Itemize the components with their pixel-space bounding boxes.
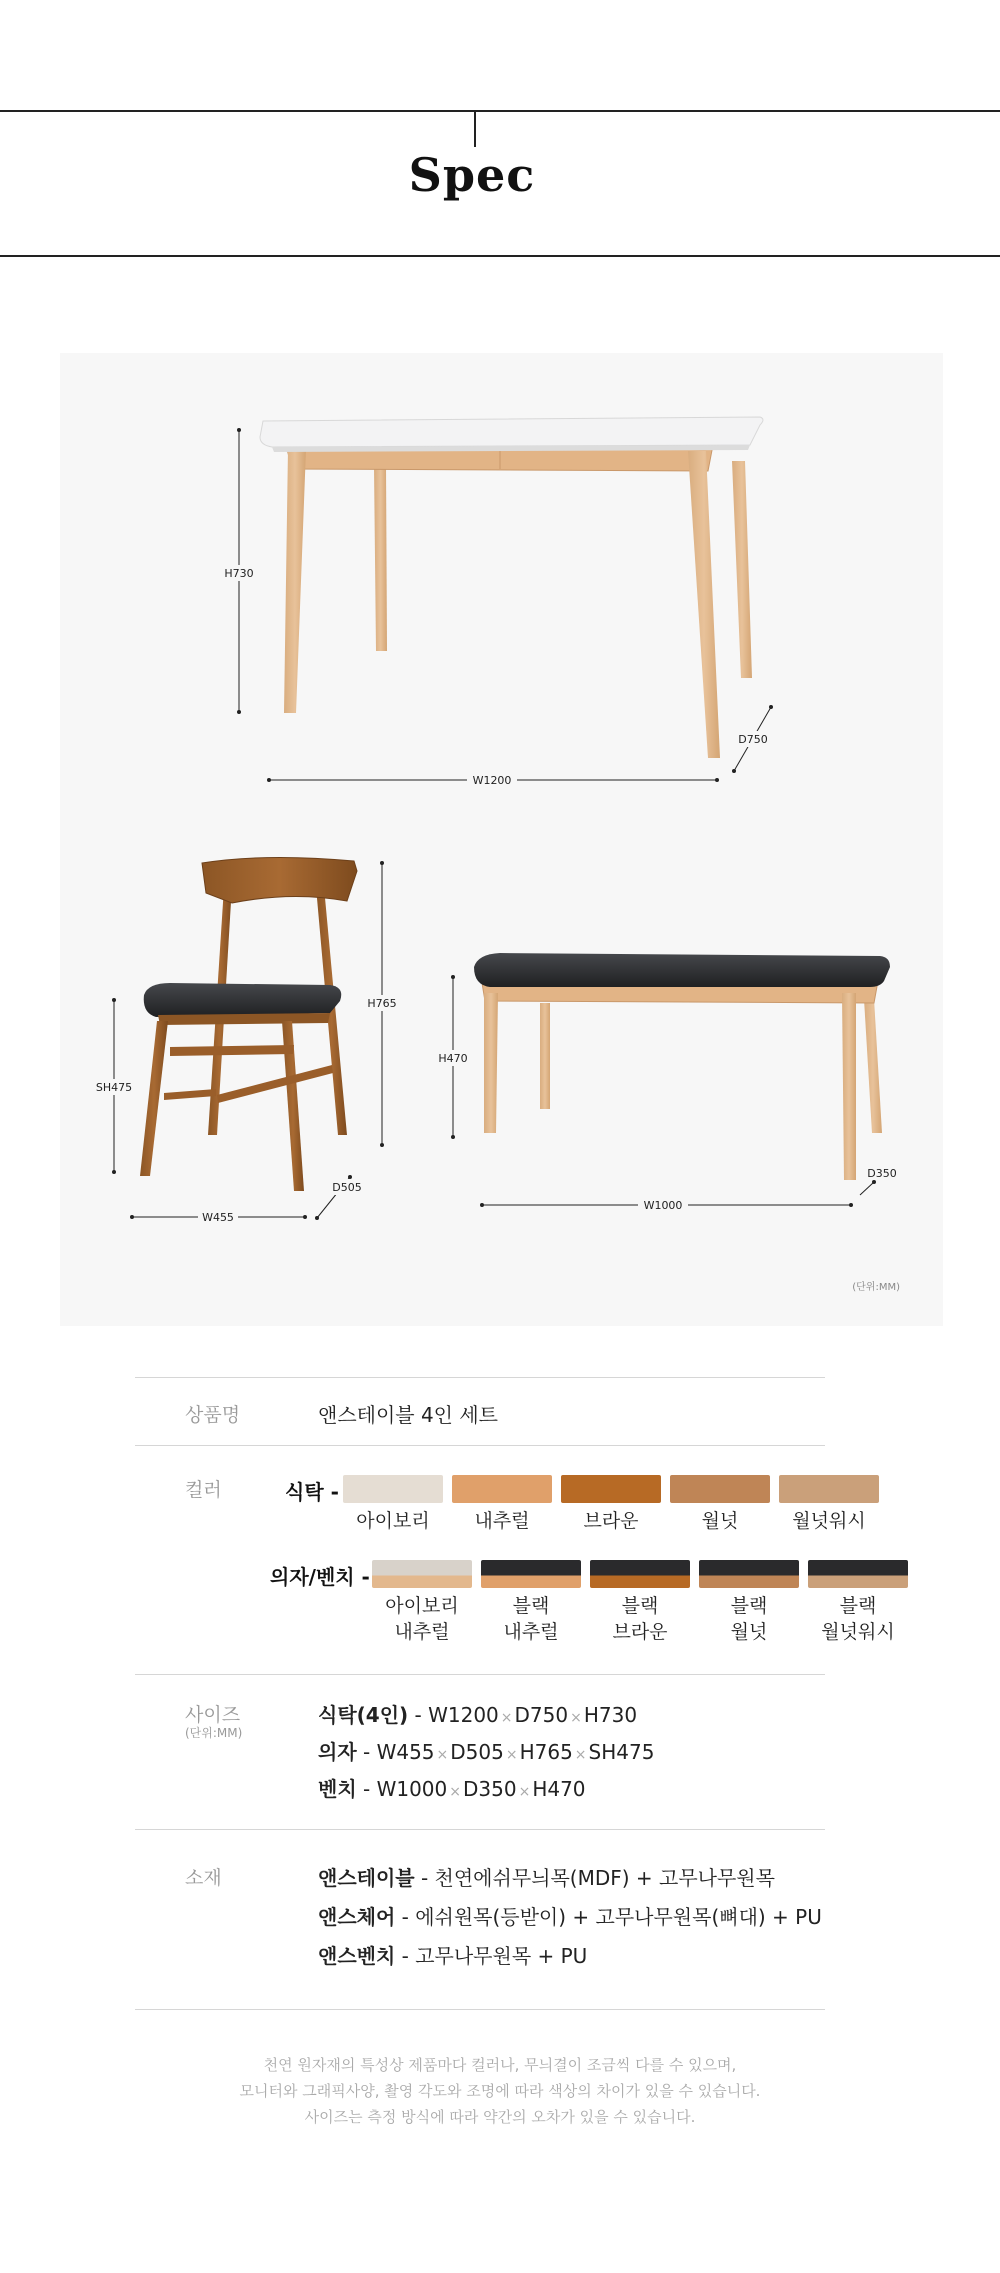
table-color-swatch xyxy=(779,1475,879,1503)
material-label: 소재 xyxy=(185,1867,222,1889)
material-row-name: 앤스체어 xyxy=(318,1905,396,1929)
chair-color-name: 내추럴 xyxy=(503,1621,559,1643)
size-row-dash: - xyxy=(356,1777,377,1801)
size-row-dash: - xyxy=(408,1703,429,1727)
table-front-leg-right xyxy=(688,451,720,758)
chair-color-swatch xyxy=(590,1560,690,1588)
chair-color-name: 내추럴 xyxy=(394,1621,450,1643)
size-separator: × xyxy=(505,1747,518,1763)
chair-color-swatch xyxy=(372,1560,472,1588)
chair-seat-height-label: SH475 xyxy=(95,1081,133,1094)
chair-color-name: 월넛 xyxy=(730,1621,768,1643)
spec-divider-1 xyxy=(135,1377,825,1378)
chair xyxy=(140,857,357,1191)
size-separator: × xyxy=(518,1784,531,1800)
dining-table xyxy=(202,417,763,883)
size-unit-label: (단위:MM) xyxy=(185,1726,243,1740)
material-row xyxy=(318,1940,587,1969)
bench-height-label: H470 xyxy=(438,1052,468,1065)
material-row-detail: - 고무나무원목 + PU xyxy=(395,1944,588,1968)
size-dimension: D750 xyxy=(514,1703,569,1727)
size-dimension: W455 xyxy=(376,1740,435,1764)
spec-divider-3 xyxy=(135,1674,825,1675)
size-separator: × xyxy=(436,1747,449,1763)
chair-color-name: 블랙 xyxy=(512,1595,550,1617)
size-dimension: SH475 xyxy=(588,1740,655,1764)
size-separator: × xyxy=(574,1747,587,1763)
product-name-value: 앤스테이블 4인 세트 xyxy=(318,1403,498,1427)
product-dimension-figure xyxy=(60,353,943,1326)
bench-dimension-lines xyxy=(432,975,897,1213)
header-top-rule xyxy=(0,110,1000,112)
size-dimension: D350 xyxy=(463,1777,517,1801)
size-row xyxy=(318,1736,654,1765)
disclaimer-line-1: 천연 원자재의 특성상 제품마다 컬러나, 무늬결이 조금씩 다를 수 있으며, xyxy=(263,2056,737,2074)
size-dimension: D505 xyxy=(450,1740,504,1764)
table-color-name: 월넛워시 xyxy=(792,1510,866,1532)
chair-width-label: W455 xyxy=(202,1211,234,1224)
size-row xyxy=(318,1773,586,1802)
chair-color-name: 블랙 xyxy=(839,1595,877,1617)
table-color-name: 월넛 xyxy=(701,1510,739,1532)
spec-divider-4 xyxy=(135,1829,825,1830)
disclaimer-line-3: 사이즈는 측정 방식에 따라 약간의 오차가 있을 수 있습니다. xyxy=(304,2108,696,2126)
table-color-swatch xyxy=(343,1475,443,1503)
chair-color-swatch xyxy=(481,1560,581,1588)
size-row xyxy=(318,1699,637,1728)
size-dimension: W1200 xyxy=(428,1703,499,1727)
table-color-name: 내추럴 xyxy=(474,1510,530,1532)
table-color-name: 브라운 xyxy=(583,1510,639,1532)
table-color-swatch xyxy=(670,1475,770,1503)
table-height-label: H730 xyxy=(224,567,254,580)
header-tick xyxy=(474,111,476,147)
table-color-swatch xyxy=(452,1475,552,1503)
color-label: 컬러 xyxy=(185,1479,222,1501)
table-color-swatch xyxy=(561,1475,661,1503)
chair-depth-label: D505 xyxy=(332,1181,362,1194)
chair-color-name: 월넛워시 xyxy=(821,1621,895,1643)
chair-color-swatch xyxy=(699,1560,799,1588)
size-dimension: H470 xyxy=(532,1777,586,1801)
product-name-label: 상품명 xyxy=(185,1404,241,1426)
chair-height-label: H765 xyxy=(367,997,397,1010)
bench-width-label: W1000 xyxy=(643,1199,683,1212)
table-front-leg-left xyxy=(284,449,306,713)
size-row-name: 의자 xyxy=(318,1740,357,1764)
size-separator: × xyxy=(570,1710,582,1726)
bench-cushion xyxy=(474,953,890,987)
table-back-leg-right xyxy=(732,461,752,678)
table-back-leg-left xyxy=(374,465,387,651)
chair-color-name: 아이보리 xyxy=(385,1595,459,1617)
material-row xyxy=(318,1901,822,1930)
chair-color-name: 블랙 xyxy=(730,1595,768,1617)
material-row-name: 앤스테이블 xyxy=(318,1866,415,1890)
disclaimer-line-2: 모니터와 그래픽사양, 촬영 각도와 조명에 따라 색상의 차이가 있을 수 있습니다. xyxy=(239,2082,761,2100)
spec-divider-5 xyxy=(135,2009,825,2010)
size-label: 사이즈 xyxy=(185,1704,241,1726)
material-row xyxy=(318,1862,775,1891)
chair-dimension-lines xyxy=(92,861,402,1225)
size-dimension: H730 xyxy=(583,1703,638,1727)
material-row-detail: - 천연에쉬무늬목(MDF) + 고무나무원목 xyxy=(414,1866,775,1890)
table-color-group-label: 식탁 - xyxy=(285,1480,339,1504)
chair-color-group-label: 의자/벤치 - xyxy=(270,1565,370,1589)
size-row-dash: - xyxy=(356,1740,377,1764)
chair-color-swatch xyxy=(808,1560,908,1588)
header-bottom-rule xyxy=(0,255,1000,257)
chair-color-name: 블랙 xyxy=(621,1595,659,1617)
table-depth-label: D750 xyxy=(738,733,768,746)
chair-seat xyxy=(144,983,342,1017)
chair-color-name: 브라운 xyxy=(612,1621,668,1643)
spec-divider-2 xyxy=(135,1445,825,1446)
material-row-name: 앤스벤치 xyxy=(318,1944,396,1968)
size-row-name: 식탁(4인) xyxy=(318,1703,409,1727)
size-row-name: 벤치 xyxy=(318,1777,357,1801)
material-row-detail: - 에쉬원목(등받이) + 고무나무원목(뼈대) + PU xyxy=(395,1905,822,1929)
chair-backrest xyxy=(202,857,357,903)
page-title: Spec xyxy=(408,148,536,202)
size-dimension: W1000 xyxy=(376,1777,448,1801)
size-dimension: H765 xyxy=(519,1740,573,1764)
bench-depth-label: D350 xyxy=(867,1167,897,1180)
size-separator: × xyxy=(500,1710,513,1726)
size-separator: × xyxy=(449,1784,461,1800)
product-illustration xyxy=(60,353,943,1326)
bench xyxy=(474,953,890,1180)
table-width-label: W1200 xyxy=(472,774,512,787)
table-top xyxy=(260,417,763,447)
figure-unit-note: (단위:MM) xyxy=(852,1282,900,1293)
table-color-name: 아이보리 xyxy=(356,1510,430,1532)
